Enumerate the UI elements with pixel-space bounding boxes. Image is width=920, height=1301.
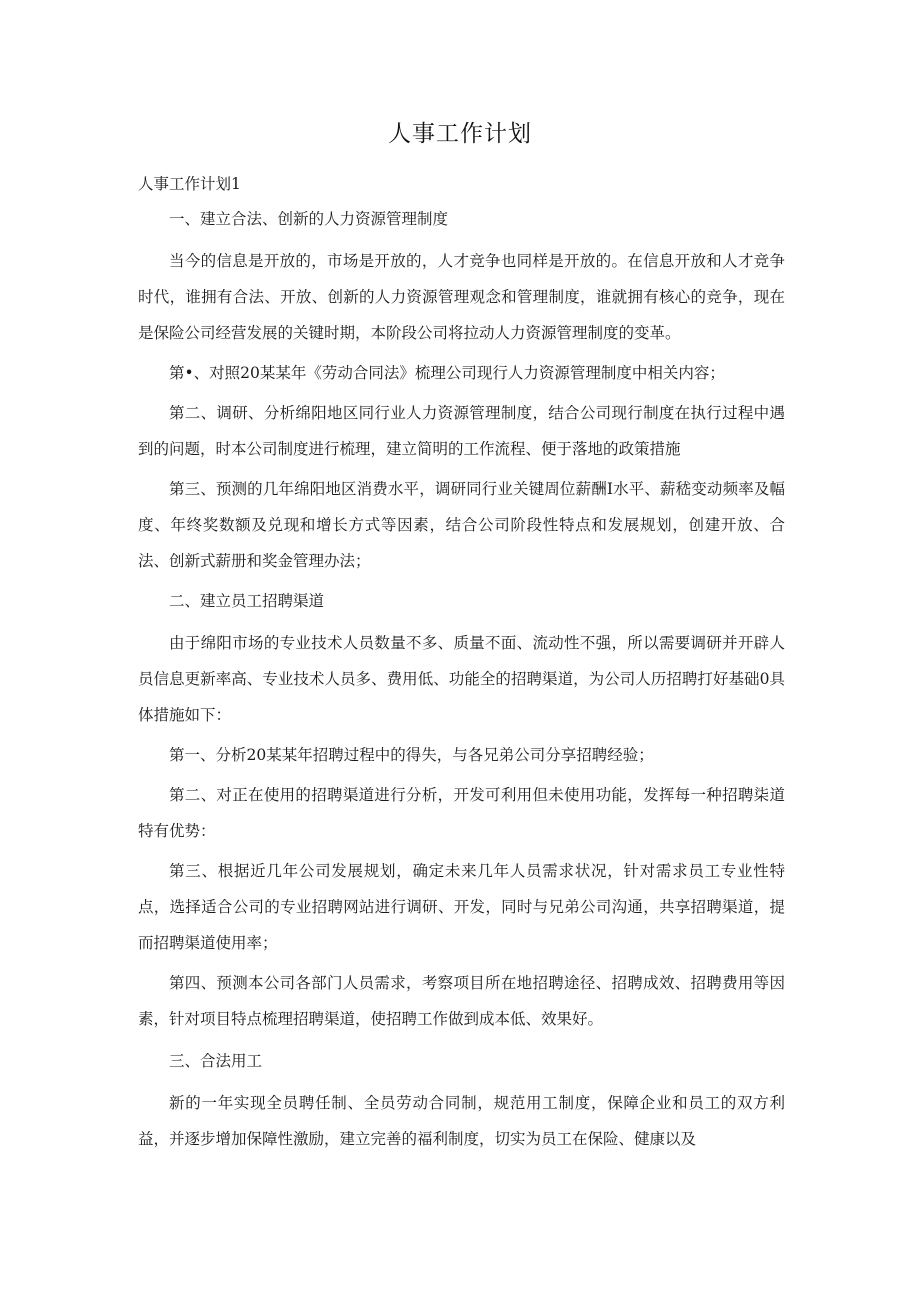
paragraph: 第四、预测本公司各部门人员需求，考察项目所在地招聘途径、招聘成效、招聘费用等因素，针对项目特点梳理招聘渠道，使招聘工作做到成本低、效果好。 (138, 974, 785, 1028)
section-heading: 三、合法用工 (169, 1052, 263, 1070)
paragraph: 第一、分析20某某年招聘过程中的得失，与各兄弟公司分享招聘经验； (169, 746, 654, 764)
document-subtitle: 人事工作计划1 (138, 175, 241, 193)
paragraph: 由于绵阳市场的专业技术人员数量不多、质量不面、流动性不强，所以需要调研并开辟人员信息更新率高、专业技术人员多、费用低、功能全的招聘渠道，为公司人历招聘打好基础0具体措施如下： (138, 634, 785, 724)
paragraph: 新的一年实现全员聘任制、全员劳动合同制，规范用工制度，保障企业和员工的双方利益，并逐步增加保障性激励，建立完善的福利制度，切实为员工在保险、健康以及 (138, 1094, 785, 1148)
document-body (138, 201, 785, 1161)
paragraph: 第三、预测的几年绵阳地区消费水平，调研同行业关键周位薪酬I水平、薪嵇变动频率及幅度、年终奖数额及兑现和增长方式等因素，结合公司阶段性特点和发展规划，创建开放、合法、创新式薪册和奖金管理办法； (138, 480, 785, 570)
paragraph: 第二、对正在使用的招聘渠道进行分析，开发可利用但未使用功能，发挥每一种招聘柒道特有优势： (138, 786, 785, 840)
section-heading: 二、建立员工招聘渠道 (169, 592, 325, 610)
paragraph: 当今的信息是开放的，市场是开放的，人才竞争也同样是开放的。在信息开放和人才竞争时代，谁拥有合法、开放、创新的人力资源管理观念和管理制度，谁就拥有核心的竞争，现在是保险公司经营发展的关键时期，本阶段公司将拉动人力资源管理制度的变革。 (138, 252, 785, 342)
paragraph: 第三、根据近几年公司发展规划，确定未来几年人员需求状况，针对需求员工专业性特点，选择适合公司的专业招聘网站进行调研、开发，同时与兄弟公司沟通，共享招聘渠道，提而招聘渠道使用率； (138, 862, 785, 952)
section-heading: 一、建立合法、创新的人力资源管理制度 (169, 210, 449, 228)
paragraph: 第二、调研、分析绵阳地区同行业人力资源管理制度，结合公司现行制度在执行过程中遇到的问题，时本公司制度进行梳理，建立简明的工作流程、便于落地的政策措施 (138, 404, 785, 458)
paragraph: 第•、对照20某某年《劳动合同法》梳理公司现行人力资源管理制度中相关内容； (169, 364, 725, 382)
document-title: 人事工作计划 (388, 121, 532, 147)
